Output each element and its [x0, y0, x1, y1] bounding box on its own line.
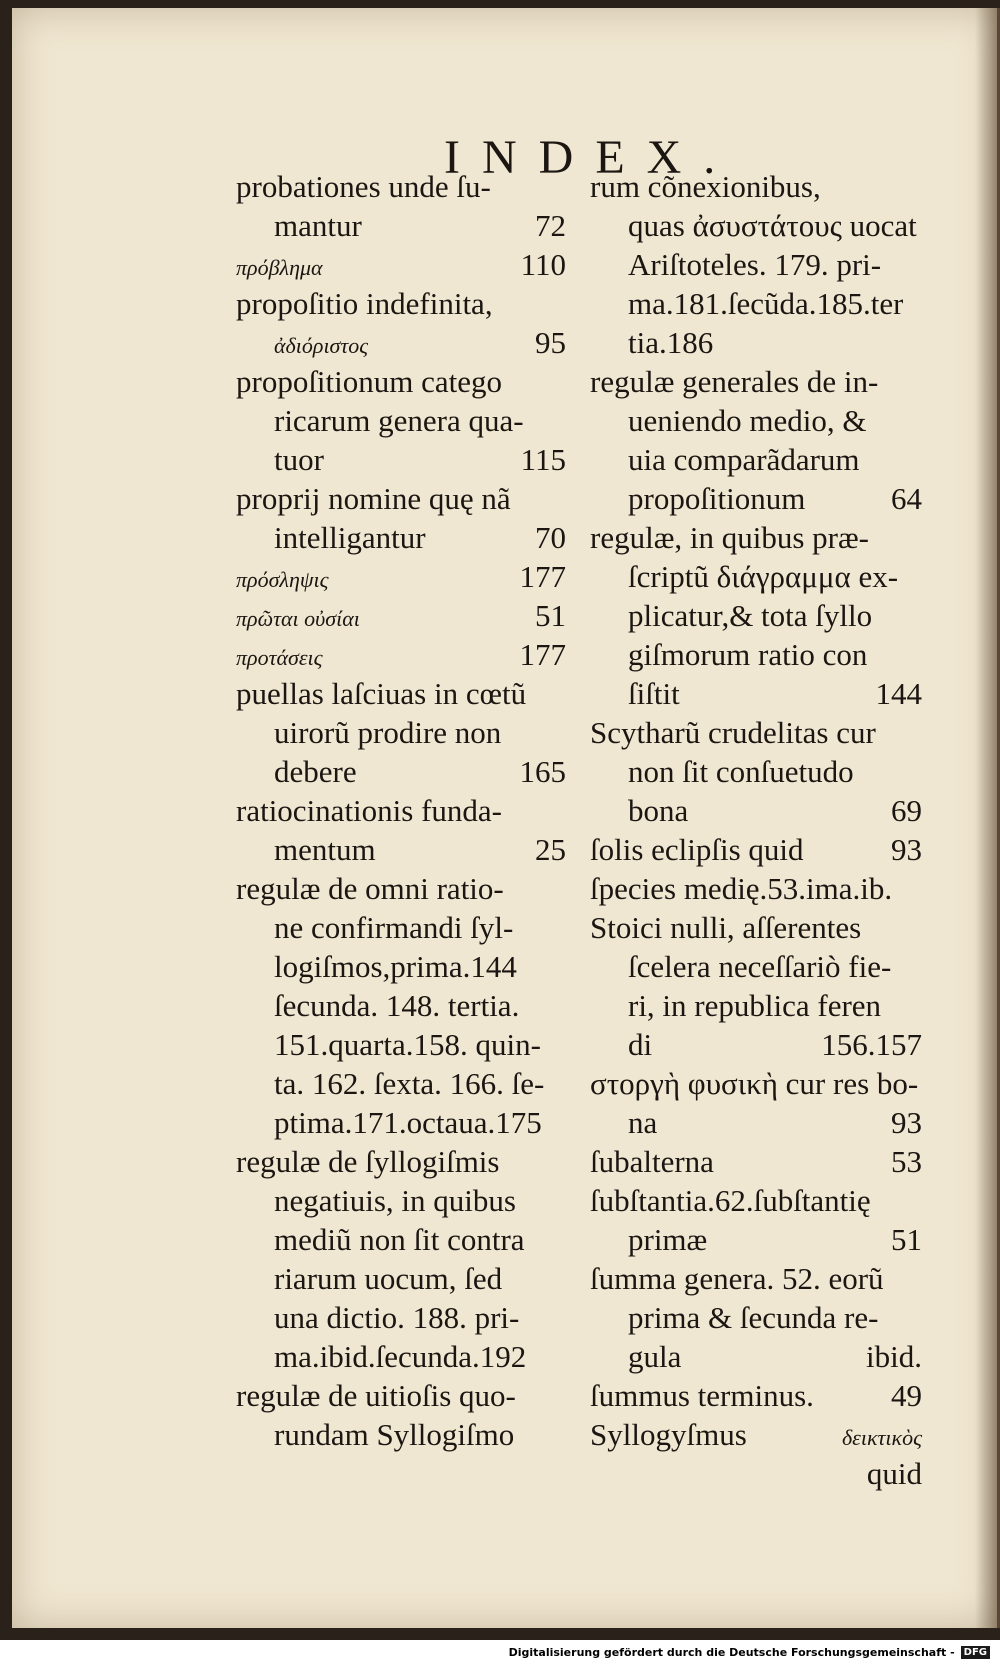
entry-problema — [236, 245, 566, 284]
entry-line — [590, 1142, 922, 1181]
entry-text: rundam Syllogiſmo — [274, 1417, 515, 1452]
entry-text: probationes unde ſu- — [236, 169, 491, 204]
entry-text: προτάσεις — [236, 645, 323, 670]
entry-text: rum cõnexionibus, — [590, 169, 821, 204]
entry-line — [590, 167, 922, 206]
page-reference: 110 — [520, 247, 566, 282]
entry-line — [236, 752, 566, 791]
entry-line — [590, 596, 922, 635]
entry-line — [236, 401, 566, 440]
page-reference: 51 — [535, 598, 566, 633]
page-reference: 115 — [520, 442, 566, 477]
entry-text: ri, in republica feren — [628, 988, 882, 1023]
entry-line — [236, 713, 566, 752]
entry-line — [590, 1337, 922, 1376]
entry-line — [236, 1142, 566, 1181]
entry-text: negatiuis, in quibus — [274, 1183, 516, 1218]
entry-proslepsis — [236, 557, 566, 596]
entry-regulae-generales — [590, 362, 922, 518]
entry-line — [590, 245, 922, 284]
entry-line — [590, 323, 922, 362]
page-reference: 72 — [535, 208, 566, 243]
entry-line — [236, 362, 566, 401]
page-reference: 25 — [535, 832, 566, 867]
page-reference: 64 — [891, 481, 922, 516]
entry-summus-terminus — [590, 1376, 922, 1415]
entry-text: uirorũ prodire non — [274, 715, 502, 750]
entry-text: ma.181.ſecũda.185.ter — [628, 286, 904, 321]
entry-text: ueniendo medio, & — [628, 403, 867, 438]
entry-line — [590, 1415, 922, 1454]
entry-text: πρῶται οὐσίαι — [236, 606, 360, 631]
entry-line — [590, 752, 922, 791]
page-reference: 93 — [891, 832, 922, 867]
entry-line — [236, 206, 566, 245]
entry-line — [590, 518, 922, 557]
entry-proprii — [236, 479, 566, 557]
entry-line — [236, 791, 566, 830]
entry-summa-genera — [590, 1259, 922, 1376]
entry-text: tia.186 — [628, 325, 714, 360]
entry-line — [590, 440, 922, 479]
entry-substantia — [590, 1181, 922, 1259]
entry-text: ſumma genera. 52. eorũ — [590, 1261, 884, 1296]
entry-line — [590, 284, 922, 323]
page-reference: 156.157 — [821, 1027, 922, 1062]
entry-text: plicatur,& tota ſyllo — [628, 598, 873, 633]
entry-line — [590, 1181, 922, 1220]
page-reference: 95 — [535, 325, 566, 360]
entry-line — [590, 947, 922, 986]
entry-propositionum — [236, 362, 566, 479]
entry-text: propoſitionum — [628, 481, 806, 516]
entry-subalterna — [590, 1142, 922, 1181]
entry-line — [236, 596, 566, 635]
page-reference: quid — [866, 1456, 922, 1491]
entry-puellas — [236, 674, 566, 791]
entry-line — [590, 986, 922, 1025]
page-reference: 69 — [891, 793, 922, 828]
entry-line — [590, 1298, 922, 1337]
entry-text: ſecunda. 148. tertia. — [274, 988, 520, 1023]
entry-text: uia comparãdarum — [628, 442, 860, 477]
page-reference: 53 — [891, 1144, 922, 1179]
entry-text: prima & ſecunda re- — [628, 1300, 879, 1335]
entry-text: debere — [274, 754, 357, 789]
entry-line — [236, 1103, 566, 1142]
entry-text: 151.quarta.158. quin- — [274, 1027, 541, 1062]
entry-text: ſolis eclipſis quid — [590, 832, 804, 867]
entry-text: στοργὴ φυσικὴ cur res bo- — [590, 1066, 919, 1101]
entry-line — [590, 830, 922, 869]
entry-line — [590, 908, 922, 947]
entry-text: Syllogyſmus — [590, 1417, 747, 1452]
entry-scytharum — [590, 713, 922, 830]
entry-text: na — [628, 1105, 658, 1140]
entry-regulae-diagramma — [590, 518, 922, 713]
entry-line — [236, 323, 566, 362]
entry-text: di — [628, 1027, 653, 1062]
entry-text: ἀδιόριστος — [274, 333, 369, 358]
page-reference: ibid. — [866, 1339, 922, 1374]
dfg-logo: DFG — [961, 1646, 990, 1659]
entry-text: quas ἀσυστάτους uocat — [628, 208, 917, 243]
entry-line — [590, 791, 922, 830]
index-column-left — [236, 167, 566, 1454]
entry-text: ſcelera neceſſariò fie- — [628, 949, 892, 984]
digitization-footer — [0, 1640, 1000, 1665]
entry-text: riarum uocum, ſed — [274, 1261, 503, 1296]
entry-line — [590, 1220, 922, 1259]
entry-text: ne confirmandi ſyl- — [274, 910, 514, 945]
index-column-right — [590, 167, 922, 1493]
entry-text: ta. 162. ſexta. 166. ſe- — [274, 1066, 545, 1101]
entry-text: proprij nomine quę nã — [236, 481, 511, 516]
entry-line — [590, 206, 922, 245]
entry-text: puellas laſciuas in cœtũ — [236, 676, 527, 711]
entry-protaseis — [236, 635, 566, 674]
entry-text: primæ — [628, 1222, 708, 1257]
entry-text: regulæ generales de in- — [590, 364, 879, 399]
page-reference: 70 — [535, 520, 566, 555]
entry-line — [236, 479, 566, 518]
entry-line — [236, 635, 566, 674]
entry-text: ſiſtit — [628, 676, 680, 711]
entry-text: ma.ibid.ſecunda.192 — [274, 1339, 527, 1374]
entry-line — [590, 869, 922, 908]
entry-line — [590, 635, 922, 674]
entry-line — [590, 1025, 922, 1064]
entry-line — [236, 674, 566, 713]
entry-text: Scytharũ crudelitas cur — [590, 715, 876, 750]
entry-text: πρόβλημα — [236, 255, 323, 280]
entry-line — [590, 557, 922, 596]
entry-line — [590, 401, 922, 440]
entry-text: ſummus terminus. — [590, 1378, 814, 1413]
entry-line — [590, 362, 922, 401]
entry-text: Ariſtoteles. 179. pri- — [628, 247, 882, 282]
entry-text: ſcriptũ διάγραμμα ex- — [628, 559, 899, 594]
entry-text: ricarum genera qua- — [274, 403, 524, 438]
entry-line — [236, 830, 566, 869]
entry-line — [236, 1259, 566, 1298]
page-reference: 165 — [519, 754, 566, 789]
entry-text: ptima.171.octaua.175 — [274, 1105, 542, 1140]
entry-solis — [590, 830, 922, 869]
entry-text: ſubalterna — [590, 1144, 714, 1179]
entry-text: ſpecies medię.53.ima.ib. — [590, 871, 893, 906]
index-heading: INDEX. — [444, 131, 738, 184]
entry-line — [236, 1298, 566, 1337]
entry-text: πρόσληψις — [236, 567, 329, 592]
entry-line — [236, 908, 566, 947]
page-reference: 144 — [875, 676, 922, 711]
entry-text: ratiocinationis funda- — [236, 793, 502, 828]
entry-line — [236, 1025, 566, 1064]
entry-text: bona — [628, 793, 689, 828]
entry-line — [590, 713, 922, 752]
entry-syllogysmus — [590, 1415, 922, 1493]
entry-line — [590, 1376, 922, 1415]
page-reference: 93 — [891, 1105, 922, 1140]
entry-text: non ſit conſuetudo — [628, 754, 854, 789]
entry-text: regulæ, in quibus præ- — [590, 520, 869, 555]
entry-line — [236, 947, 566, 986]
entry-line — [236, 1376, 566, 1415]
entry-species — [590, 869, 922, 908]
entry-text: giſmorum ratio con — [628, 637, 868, 672]
entry-text: regulæ de uitioſis quo- — [236, 1378, 516, 1413]
entry-text: intelligantur — [274, 520, 426, 555]
entry-line — [236, 1181, 566, 1220]
entry-propositio — [236, 284, 566, 362]
entry-line — [590, 479, 922, 518]
entry-protai-ousiai — [236, 596, 566, 635]
entry-line — [590, 1103, 922, 1142]
entry-line — [236, 167, 566, 206]
entry-text: regulæ de ſyllogiſmis — [236, 1144, 500, 1179]
entry-line — [236, 869, 566, 908]
entry-text: Stoici nulli, aſſerentes — [590, 910, 862, 945]
entry-text: propoſitio indefinita, — [236, 286, 493, 321]
entry-text: propoſitionum catego — [236, 364, 503, 399]
entry-text: regulæ de omni ratio- — [236, 871, 504, 906]
entry-probationes — [236, 167, 566, 245]
entry-text: tuor — [274, 442, 324, 477]
entry-line — [590, 674, 922, 713]
entry-line — [236, 557, 566, 596]
entry-line — [236, 1415, 566, 1454]
entry-line — [590, 1064, 922, 1103]
page-reference: 177 — [519, 637, 566, 672]
entry-line — [236, 1337, 566, 1376]
page-reference: 49 — [891, 1378, 922, 1413]
entry-stoici — [590, 908, 922, 1064]
footer-credit: Digitalisierung gefördert durch die Deutsche Forschungsgemeinschaft - — [508, 1646, 955, 1659]
entry-text: ſubſtantia.62.ſubſtantię — [590, 1183, 871, 1218]
entry-line — [590, 1259, 922, 1298]
entry-text: gula — [628, 1339, 682, 1374]
entry-regulae-confirmandi — [236, 869, 566, 1142]
entry-line — [236, 1064, 566, 1103]
entry-line — [236, 440, 566, 479]
entry-text: logiſmos,prima.144 — [274, 949, 517, 984]
entry-ratiocinationis — [236, 791, 566, 869]
entry-line — [236, 245, 566, 284]
entry-line — [236, 284, 566, 323]
page-reference: 51 — [891, 1222, 922, 1257]
entry-text: mantur — [274, 208, 362, 243]
entry-storge — [590, 1064, 922, 1142]
greek-term: δεικτικὸς — [841, 1425, 922, 1450]
entry-line — [236, 986, 566, 1025]
entry-line — [590, 1454, 922, 1493]
entry-regulae-uitiosis — [236, 1376, 566, 1454]
entry-line — [236, 1220, 566, 1259]
entry-continuation-conexionibus — [590, 167, 922, 362]
entry-text: mediũ non ſit contra — [274, 1222, 525, 1257]
entry-regulae-negatiuis — [236, 1142, 566, 1376]
entry-text: una dictio. 188. pri- — [274, 1300, 520, 1335]
page-reference: 177 — [519, 559, 566, 594]
entry-text: mentum — [274, 832, 376, 867]
entry-line — [236, 518, 566, 557]
